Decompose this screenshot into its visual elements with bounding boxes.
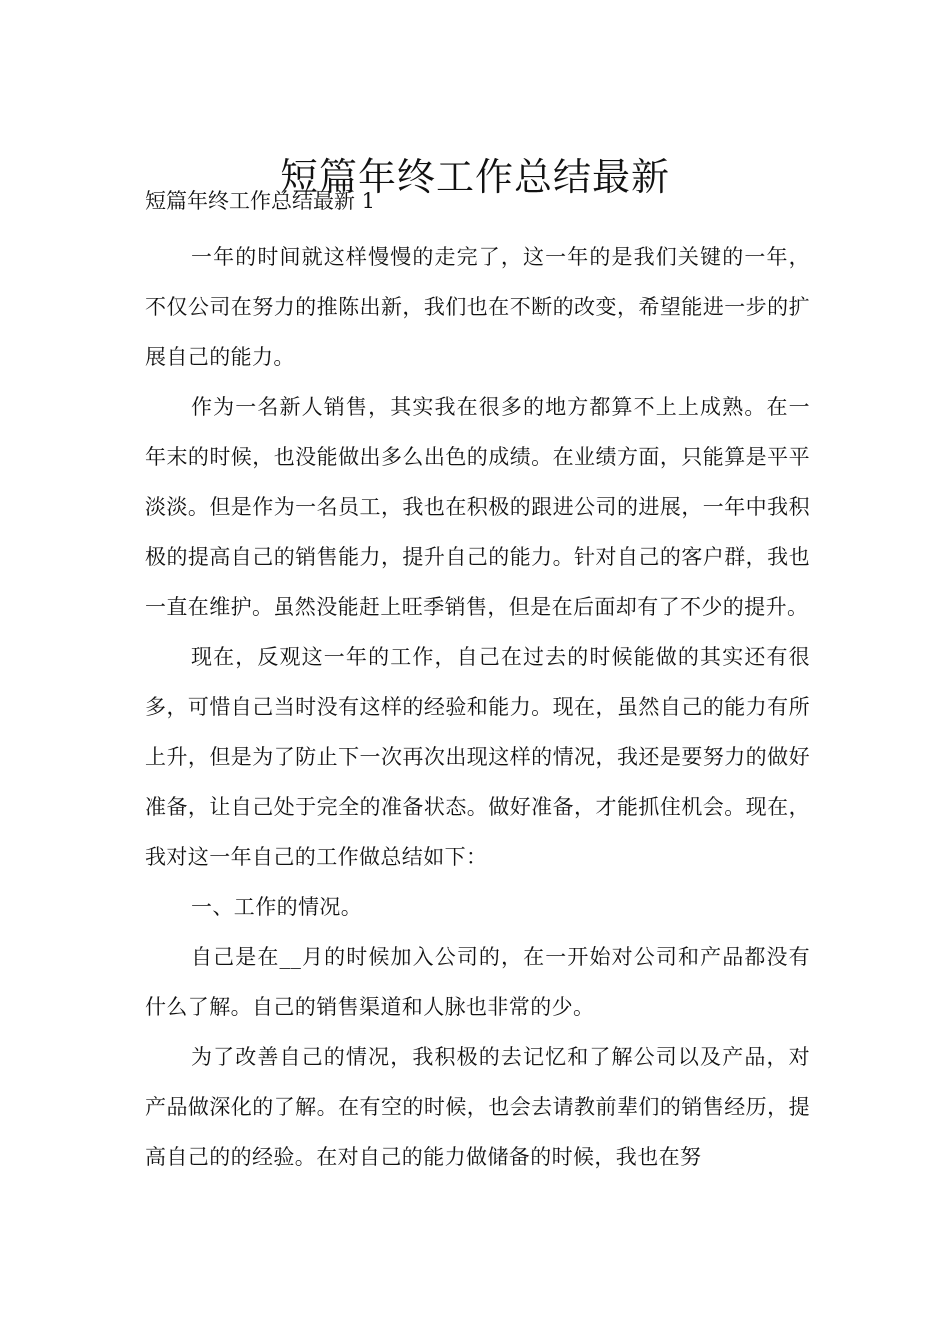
section-heading: 一、工作的情况。	[191, 895, 363, 919]
document-subtitle: 短篇年终工作总结最新 1	[145, 189, 376, 213]
document-title: 短篇年终工作总结最新	[279, 155, 670, 200]
paragraph: 现在，反观这一年的工作，自己在过去的时候能做的其实还有很多，可惜自己当时没有这样的经验和能力。现在，虽然自己的能力有所上升，但是为了防止下一次再次出现这样的情况，我还是要努力的做好准备，让自己处于完全的准备状态。做好准备，才能抓住机会。现在，我对这一年自己的工作做总结如下：	[145, 645, 810, 869]
paragraph: 自己是在__月的时候加入公司的，在一开始对公司和产品都没有什么了解。自己的销售渠道和人脉也非常的少。	[145, 945, 810, 1019]
document-body	[145, 232, 810, 1182]
paragraph: 作为一名新人销售，其实我在很多的地方都算不上上成熟。在一年末的时候，也没能做出多么出色的成绩。在业绩方面，只能算是平平淡淡。但是作为一名员工，我也在积极的跟进公司的进展，一年中我积极的提高自己的销售能力，提升自己的能力。针对自己的客户群，我也一直在维护。虽然没能赶上旺季销售，但是在后面却有了不少的提升。	[145, 395, 810, 619]
paragraph: 一年的时间就这样慢慢的走完了，这一年的是我们关键的一年，不仅公司在努力的推陈出新，我们也在不断的改变，希望能进一步的扩展自己的能力。	[145, 245, 810, 369]
paragraph: 为了改善自己的情况，我积极的去记忆和了解公司以及产品，对产品做深化的了解。在有空的时候，也会去请教前辈们的销售经历，提高自己的的经验。在对自己的能力做储备的时候，我也在努	[145, 1045, 810, 1169]
